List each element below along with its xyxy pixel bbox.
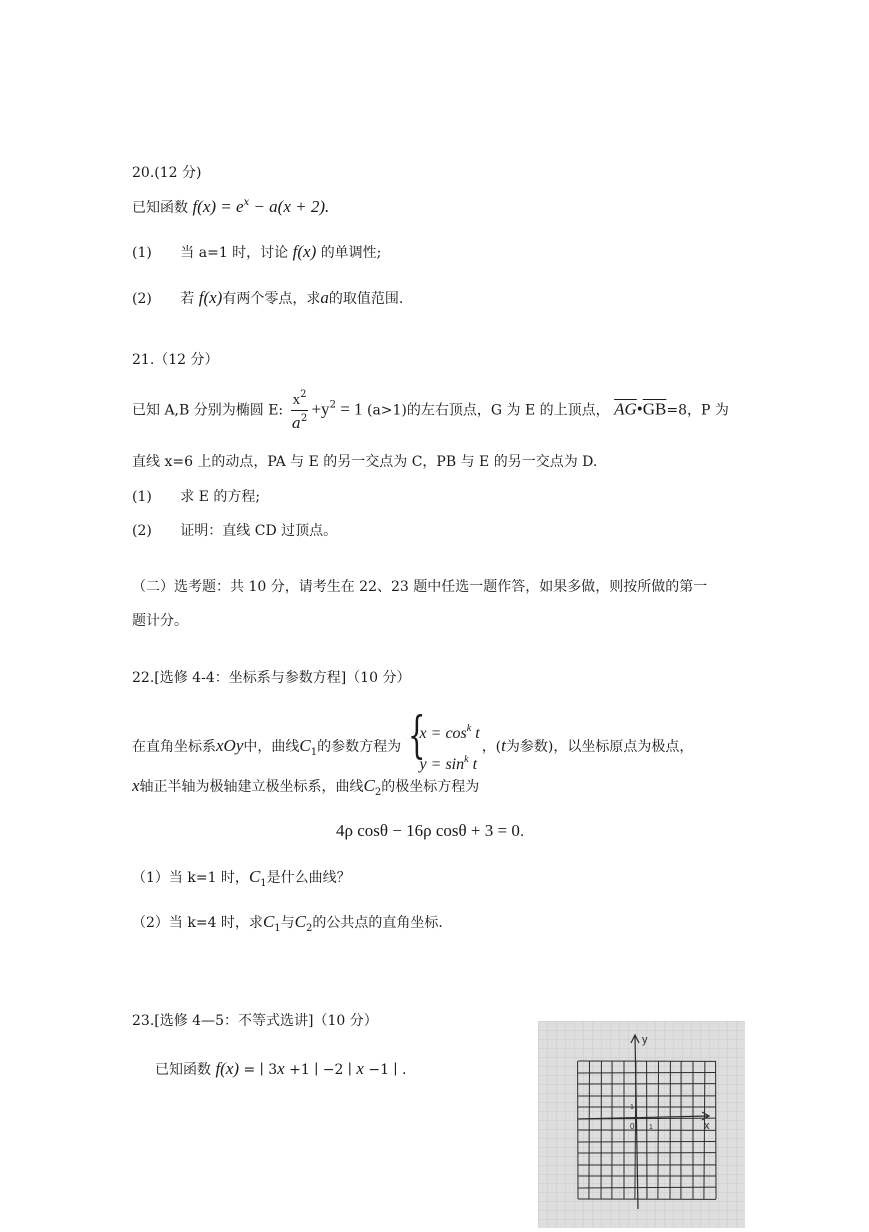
- q20-p2-a: a: [320, 288, 329, 307]
- q20-p1-num: (1): [132, 245, 152, 261]
- polar-eq: 4ρ cosθ − 16ρ cosθ + 3 = 0: [336, 821, 520, 840]
- q22-p1-text-a: （1）当 k=1 时，: [132, 870, 249, 886]
- q22-stem-c: 的参数方程为: [317, 739, 401, 755]
- q20-header: 20.(12 分): [132, 166, 201, 180]
- q22-p1-text-b: 是什么曲线？: [267, 870, 351, 886]
- parametric-system: [408, 716, 480, 778]
- polar-end: .: [520, 824, 524, 840]
- q21-header: 21.（12 分）: [132, 353, 219, 367]
- grid-line-vertical: [658, 1061, 659, 1199]
- vector-ag: $\overline{AG}$: [614, 400, 637, 419]
- q23-stem-a: 已知函数: [155, 1062, 211, 1078]
- frac-den: a: [292, 414, 301, 432]
- sys-row1-t: t: [471, 725, 479, 742]
- q21-eq-end: = 1: [336, 400, 363, 419]
- q22-stem-e: 为参数)，以坐标原点为极点，: [506, 739, 693, 755]
- x-unit-label: 1: [649, 1124, 653, 1131]
- q22-p2-c2: C: [295, 912, 306, 931]
- q21-p2-num: (2): [132, 523, 152, 539]
- frac-den-exp: 2: [301, 413, 307, 424]
- q22-p2-c1-sub: 1: [274, 923, 280, 934]
- q21-part1: [132, 490, 260, 504]
- q22-t-var: t: [501, 736, 506, 755]
- q20-p2-num: (2): [132, 291, 152, 307]
- q22-stem-b: 中，曲线: [243, 739, 299, 755]
- q22-c1-sub: 1: [311, 747, 317, 758]
- q21-cond: (a>1)的左右顶点，G 为 E 的上顶点，: [367, 403, 610, 419]
- sys-row2-t: t: [469, 756, 477, 773]
- q22-line2-x: x: [132, 776, 140, 795]
- q23-x2: x: [356, 1059, 364, 1078]
- q22-stem-a: 在直角坐标系: [132, 739, 216, 755]
- q21-part2: [132, 524, 337, 538]
- y-axis-label: y: [642, 1034, 648, 1046]
- q22-p2-text-a: （2）当 k=4 时，求: [132, 915, 263, 931]
- q20-stem-prefix: 已知函数: [132, 200, 188, 216]
- q22-p1-c-sub: 1: [260, 878, 266, 889]
- q22-p2-text-c: 的公共点的直角坐标.: [312, 915, 442, 931]
- q20-stem: [132, 198, 329, 215]
- q22-c1: C: [299, 736, 310, 755]
- q20-fx: f(x) = e: [192, 197, 243, 216]
- q22-part1: [132, 868, 351, 889]
- q23-stem-c: +1 ∣ −2 ∣: [285, 1062, 357, 1078]
- ellipse-fraction: [291, 390, 309, 431]
- q20-p2-text-b: 有两个零点，求: [222, 291, 320, 307]
- grid-line-horizontal: [578, 1142, 716, 1143]
- q22-stem-d: ，(: [482, 739, 501, 755]
- q21-p1-text: 求 E 的方程;: [180, 489, 260, 505]
- sys-row1: x = cos: [420, 725, 467, 742]
- q21-eq-rest-exp: 2: [330, 400, 336, 411]
- q22-c2-sub: 2: [375, 787, 381, 798]
- coordinate-grid: [538, 1021, 745, 1228]
- frac-num-exp: 2: [300, 389, 306, 400]
- q22-line2-b: 的极坐标方程为: [381, 779, 479, 795]
- q22-header: 22.[选修 4-4：坐标系与参数方程]（10 分）: [132, 671, 410, 685]
- sys-row1-exp: k: [467, 723, 471, 734]
- dot-product: •: [637, 400, 643, 419]
- graph-paper-photo: [538, 1021, 745, 1228]
- q21-p1-num: (1): [132, 489, 152, 505]
- x-axis-label: x: [704, 1120, 710, 1132]
- q20-p1-fx: f(x): [293, 242, 317, 261]
- q22-p2-c2-sub: 2: [306, 923, 312, 934]
- q20-p2-text-a: 若: [180, 291, 194, 307]
- q20-p2-fx: f(x): [199, 288, 223, 307]
- q21-p2-text: 证明：直线 CD 过顶点。: [180, 523, 337, 539]
- q20-rest: − a(x + 2).: [249, 197, 329, 216]
- q22-line2: [132, 777, 479, 798]
- q22-stem: [132, 716, 693, 778]
- paper-background: [538, 1021, 745, 1228]
- q21-stem: [132, 390, 729, 431]
- origin-label: 0: [630, 1122, 635, 1131]
- vector-gb: $\overline{GB}$: [643, 400, 667, 419]
- q22-xoy: xOy: [216, 736, 243, 755]
- q23-x1: x: [277, 1059, 285, 1078]
- q23-stem: [155, 1060, 406, 1077]
- optional-line1: （二）选考题：共 10 分，请考生在 22、23 题中任选一题作答，如果多做，则按所做的第一: [132, 580, 707, 594]
- q20-p1-text-b: 的单调性;: [321, 245, 382, 261]
- q20-exp: x: [244, 197, 250, 208]
- q20-part1: [132, 243, 381, 260]
- polar-equation: [336, 822, 524, 839]
- optional-line2: 题计分。: [132, 614, 188, 628]
- brace-icon: {: [408, 710, 425, 760]
- q20-p2-text-c: 的取值范围.: [329, 291, 403, 307]
- frac-num: x: [293, 392, 301, 408]
- q21-eq8: =8: [666, 403, 687, 419]
- q22-part2: [132, 913, 443, 934]
- q22-p2-text-b: 与: [281, 915, 295, 931]
- q21-stem-tail: ，P 为: [687, 403, 729, 419]
- sys-row2: y = sin: [420, 756, 465, 773]
- q23-stem-b: = ∣ 3: [239, 1062, 277, 1078]
- q23-fx: f(x): [215, 1059, 239, 1078]
- q21-line2: 直线 x=6 上的动点，PA 与 E 的另一交点为 C，PB 与 E 的另一交点为 D.: [132, 455, 597, 469]
- q22-c2: C: [364, 776, 375, 795]
- q23-header: 23.[选修 4—5：不等式选讲]（10 分）: [132, 1014, 378, 1028]
- sys-row2-exp: k: [464, 754, 468, 765]
- q22-line2-a: 轴正半轴为极轴建立极坐标系，曲线: [140, 779, 364, 795]
- q23-stem-d: −1 ∣ .: [364, 1062, 407, 1078]
- y-unit-label: 1: [630, 1104, 634, 1111]
- q20-part2: [132, 289, 403, 306]
- q22-p1-c: C: [249, 867, 260, 886]
- q20-p1-text-a: 当 a=1 时，讨论: [180, 245, 288, 261]
- q21-stem-prefix: 已知 A,B 分别为椭圆 E:: [132, 403, 283, 419]
- q21-eq-rest: +y: [311, 400, 329, 419]
- q22-p2-c1: C: [263, 912, 274, 931]
